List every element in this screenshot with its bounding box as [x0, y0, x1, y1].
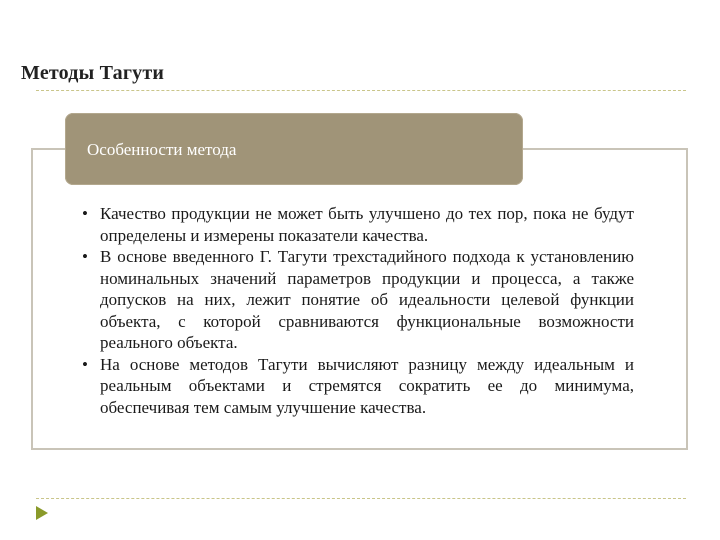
- top-divider: [36, 90, 686, 91]
- list-item-text: На основе методов Тагути вычисляют разницу между идеальным и реальным объектами и стремятся сократить ее до минимума, обеспечивая тем самым улучшение качества.: [100, 354, 634, 417]
- list-item: [78, 354, 634, 419]
- section-header-label: Особенности метода: [87, 140, 237, 159]
- bullet-icon: •: [82, 247, 88, 266]
- section-header-badge: [65, 113, 523, 185]
- list-item-text: Качество продукции не может быть улучшено до тех пор, пока не будут определены и измерены показатели качества.: [100, 204, 634, 245]
- list-item: [78, 203, 634, 246]
- slide-title: Методы Тагути: [21, 62, 165, 84]
- bullet-icon: •: [82, 354, 88, 374]
- bullet-icon: •: [82, 204, 88, 223]
- list-item: [78, 246, 634, 354]
- list-item-text: В основе введенного Г. Тагути трехстадийного подхода к установлению номинальных значений параметров продукции и процесса, а также допусков на них, лежит понятие об идеальности целевой функции объекта, с которой сравниваются функциональные возможности реального объекта.: [100, 247, 634, 352]
- bullet-list: [78, 203, 634, 418]
- bottom-divider: [36, 498, 686, 499]
- triangle-arrow-icon: [35, 505, 49, 521]
